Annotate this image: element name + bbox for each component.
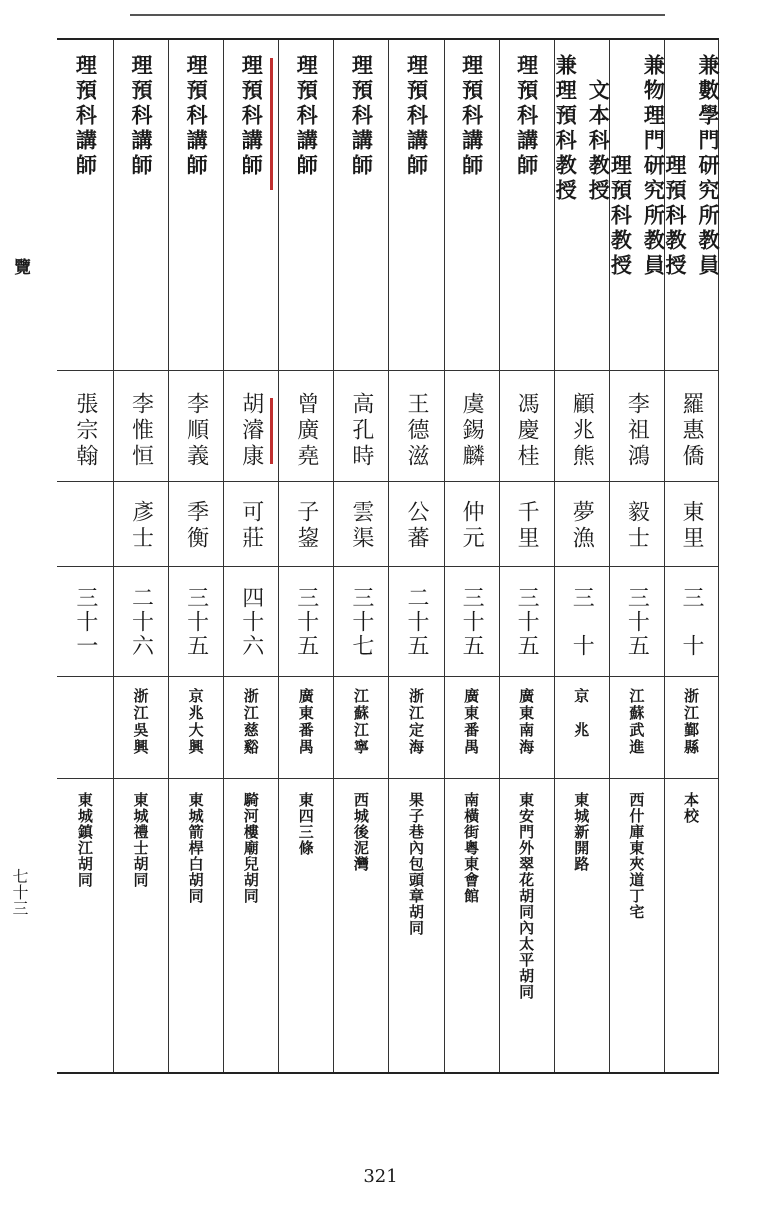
position-title: 理預科講師 (73, 54, 99, 179)
courtesy-name-cell (114, 500, 168, 552)
age-cell (389, 586, 443, 658)
courtesy-name: 仲元 (459, 500, 485, 552)
position-title: 理預科講師 (129, 54, 155, 179)
hometown: 江蘇武進 (627, 688, 646, 756)
faculty-name: 虞錫麟 (459, 392, 485, 470)
courtesy-name-cell (445, 500, 499, 552)
position-title-cell (608, 54, 667, 279)
courtesy-name: 夢漁 (569, 500, 595, 552)
courtesy-name: 季衡 (183, 500, 209, 552)
address: 東城箭桿白胡同 (186, 792, 205, 904)
address-cell (114, 792, 168, 888)
position-title-cell (500, 54, 554, 179)
courtesy-name-cell (169, 500, 223, 552)
position-title-cell (445, 54, 499, 179)
faculty-name-cell (58, 392, 113, 470)
roster-column (444, 40, 499, 1072)
courtesy-name: 千里 (514, 500, 540, 552)
hometown-cell (169, 688, 223, 756)
courtesy-name-cell (224, 500, 278, 552)
address-cell (389, 792, 443, 936)
faculty-name-cell (389, 392, 443, 470)
hometown-cell (555, 688, 609, 739)
position-title: 理預科講師 (459, 54, 485, 179)
roster-column (608, 40, 667, 1072)
age-cell (500, 586, 554, 658)
roster-column (553, 40, 612, 1072)
address: 東安門外翠花胡同內太平胡同 (517, 792, 536, 1000)
age: 三十五 (514, 586, 540, 658)
courtesy-name: 子鋆 (293, 500, 319, 552)
address: 果子巷內包頭章胡同 (406, 792, 425, 936)
position-title-cell (553, 54, 612, 204)
hometown-cell (334, 688, 388, 756)
faculty-name-cell (610, 392, 664, 470)
position-title: 兼物理門研究所教員 (641, 54, 667, 279)
age-cell (114, 586, 168, 658)
hometown-cell (445, 688, 499, 756)
hometown: 浙江吳興 (131, 688, 150, 756)
courtesy-name: 雲渠 (348, 500, 374, 552)
faculty-name: 李順義 (183, 392, 209, 470)
faculty-name: 張宗翰 (72, 392, 98, 470)
hometown: 廣東番禺 (462, 688, 481, 756)
hometown: 江蘇江寧 (351, 688, 370, 756)
address-cell (334, 792, 388, 872)
address: 本校 (681, 792, 700, 824)
position-title-cell (114, 54, 168, 179)
hometown: 浙江定海 (406, 688, 425, 756)
age-cell (610, 586, 664, 658)
courtesy-name: 東里 (678, 500, 704, 552)
faculty-name: 李惟恒 (128, 392, 154, 470)
address-cell (445, 792, 499, 904)
position-title-cell (169, 54, 223, 179)
hometown: 浙江鄞縣 (681, 688, 700, 756)
faculty-name-cell (169, 392, 223, 470)
faculty-name: 顧兆熊 (569, 392, 595, 470)
age-cell (279, 586, 333, 658)
address-cell (665, 792, 718, 824)
faculty-name: 高孔時 (348, 392, 374, 470)
age-cell (169, 586, 223, 658)
row-divider-age-hometown (57, 676, 719, 677)
age: 二十六 (128, 586, 154, 658)
top-decorative-rule (130, 14, 665, 16)
address: 南橫街粵東會館 (462, 792, 481, 904)
hometown-cell (389, 688, 443, 756)
age: 三十七 (348, 586, 374, 658)
position-title-cell (389, 54, 443, 179)
courtesy-name: 毅士 (624, 500, 650, 552)
address: 東四三條 (296, 792, 315, 856)
hometown-cell (279, 688, 333, 756)
roster-column (499, 40, 554, 1072)
hometown: 廣東番禺 (296, 688, 315, 756)
position-title-cell (279, 54, 333, 179)
courtesy-name: 彥士 (128, 500, 154, 552)
position-title: 理預科講師 (294, 54, 320, 179)
address: 騎河樓廟兒胡同 (241, 792, 260, 904)
age: 三十五 (293, 586, 319, 658)
hometown-cell (114, 688, 168, 756)
position-title-cell (58, 54, 113, 179)
age-cell (224, 586, 278, 658)
position-title: 兼數學門研究所教員 (695, 54, 721, 279)
courtesy-name-cell (389, 500, 443, 552)
hometown: 廣東南海 (517, 688, 536, 756)
age: 三 十 (678, 586, 704, 658)
hometown: 京兆大興 (186, 688, 205, 756)
faculty-name-cell (445, 392, 499, 470)
hometown-cell (224, 688, 278, 756)
position-title-cell (662, 54, 721, 279)
age-cell (665, 586, 718, 658)
faculty-name-cell (500, 392, 554, 470)
age-cell (445, 586, 499, 658)
age: 二十五 (403, 586, 429, 658)
roster-column (388, 40, 443, 1072)
position-title: 文本科教授 (586, 79, 612, 204)
address-cell (500, 792, 554, 1000)
roster-column (278, 40, 333, 1072)
age: 三十五 (624, 586, 650, 658)
faculty-name: 李祖鴻 (624, 392, 650, 470)
courtesy-name-cell (555, 500, 609, 552)
faculty-name: 馮慶桂 (514, 392, 540, 470)
position-title: 兼理預科教授 (553, 54, 579, 204)
age: 三十一 (72, 586, 98, 658)
courtesy-name-cell (500, 500, 554, 552)
roster-column (168, 40, 223, 1072)
row-divider-name-style (57, 481, 719, 482)
courtesy-name-cell (279, 500, 333, 552)
faculty-name-cell (334, 392, 388, 470)
faculty-name-cell (665, 392, 718, 470)
address: 西城後泥灣 (351, 792, 370, 872)
courtesy-name: 公蕃 (403, 500, 429, 552)
faculty-name-cell (279, 392, 333, 470)
position-title: 理預科講師 (514, 54, 540, 179)
hometown: 浙江慈谿 (241, 688, 260, 756)
hometown-cell (610, 688, 664, 756)
roster-column (333, 40, 388, 1072)
hometown-cell (500, 688, 554, 756)
age-cell (58, 586, 113, 658)
address-cell (58, 792, 113, 888)
address: 東城新開路 (572, 792, 591, 872)
position-title: 理預科講師 (239, 54, 265, 179)
courtesy-name-cell (665, 500, 718, 552)
address-cell (169, 792, 223, 904)
hometown: 京 兆 (572, 688, 591, 739)
row-divider-title-name (57, 370, 719, 371)
position-title: 理預科教授 (608, 154, 634, 279)
address-cell (555, 792, 609, 872)
position-title: 理預科講師 (349, 54, 375, 179)
faculty-roster-table (57, 38, 719, 1074)
position-title-cell (334, 54, 388, 179)
red-highlight-name (270, 398, 273, 464)
faculty-name-cell (555, 392, 609, 470)
address: 東城鎮江胡同 (75, 792, 94, 888)
address-cell (610, 792, 664, 920)
age: 四十六 (238, 586, 264, 658)
address: 西什庫東夾道丁宅 (627, 792, 646, 920)
faculty-name-cell (114, 392, 168, 470)
address-cell (279, 792, 333, 856)
position-title: 理預科教授 (662, 154, 688, 279)
position-title: 理預科講師 (404, 54, 430, 179)
row-divider-style-age (57, 566, 719, 567)
age: 三十五 (459, 586, 485, 658)
running-margin-mark: 覽 (10, 258, 30, 275)
faculty-name: 羅惠僑 (678, 392, 704, 470)
roster-column (664, 40, 719, 1072)
age: 三十五 (183, 586, 209, 658)
roster-column (113, 40, 168, 1072)
address-cell (224, 792, 278, 904)
roster-column (58, 40, 113, 1072)
faculty-name: 曾廣堯 (293, 392, 319, 470)
age-cell (555, 586, 609, 658)
age-cell (334, 586, 388, 658)
roster-column (223, 40, 278, 1072)
courtesy-name-cell (610, 500, 664, 552)
faculty-name: 胡濬康 (238, 392, 264, 470)
margin-page-number: 七十三 (10, 868, 29, 916)
courtesy-name: 可莊 (238, 500, 264, 552)
page-number: 321 (363, 1166, 398, 1187)
courtesy-name-cell (334, 500, 388, 552)
row-divider-hometown-address (57, 778, 719, 779)
hometown-cell (665, 688, 718, 756)
age: 三 十 (569, 586, 595, 658)
address: 東城禮士胡同 (131, 792, 150, 888)
faculty-name: 王德滋 (403, 392, 429, 470)
red-highlight-title (270, 58, 273, 190)
position-title: 理預科講師 (184, 54, 210, 179)
